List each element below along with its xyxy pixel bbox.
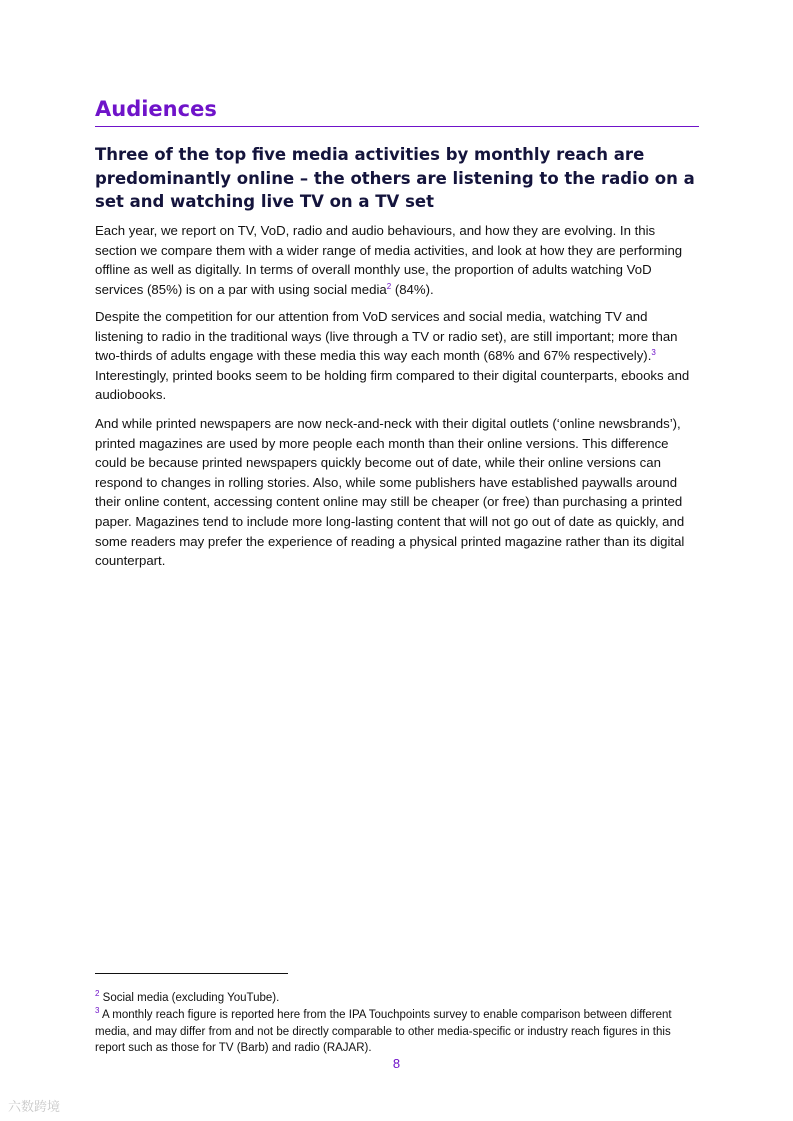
paragraph-text: Each year, we report on TV, VoD, radio and audio behaviours, and how they are evolving. In this section we compare them with a wider range of media activities, and look at how they are performing offline as well as digitally. In terms of overall monthly use, the proportion of adults watching VoD services (85%) is on a par with using social media xyxy=(95,223,683,297)
footnote-text: A monthly reach figure is reported here from the IPA Touchpoints survey to enable comparison between different media, and may differ from and not be directly comparable to other media-specific or industry reach figures in this report such as those for TV (Barb) and radio (RAJAR). xyxy=(95,1009,672,1055)
page-number: 8 xyxy=(392,1056,401,1071)
footnote-text: Social media (excluding YouTube). xyxy=(99,992,280,1004)
body-paragraph-3: And while printed newspapers are now neck-and-neck with their digital outlets (‘online newsbrands’), printed magazines are used by more people each month than their online versions. This difference could be because printed newspapers quickly become out of date, while their online versions can respond to changes in rolling stories. Also, while some publishers have established paywalls around their online content, accessing content online may still be cheaper (or free) than purchasing a printed paper. Magazines tend to include more long-lasting content that will not go out of date as quickly, and some readers may prefer the experience of reading a physical printed magazine rather than its digital counterpart. xyxy=(95,416,685,569)
footnote-3 xyxy=(95,1007,699,1057)
footnote-ref-2[interactable]: 2 xyxy=(386,281,392,291)
body-paragraph-1 xyxy=(95,221,699,299)
paragraph-text: Despite the competition for our attention from VoD services and social media, watching TV and listening to radio in the traditional ways (live through a TV or radio set), are still important; more than two-thirds of adults engage with these media this way each month (68% and 67% respectively). xyxy=(95,309,678,364)
subheading: Three of the top five media activities by monthly reach are predominantly online – the others are listening to the radio on a set and watching live TV on a TV set xyxy=(95,145,695,211)
section-title: Audiences xyxy=(95,97,217,121)
footnote-separator xyxy=(95,973,288,974)
watermark-logo: 六数跨境 xyxy=(8,1099,61,1114)
footnote-number: 2 xyxy=(95,989,100,998)
section-title-rule xyxy=(95,126,699,127)
body-paragraph-2 xyxy=(95,307,699,405)
paragraph-text: Interestingly, printed books seem to be holding firm compared to their digital counterparts, ebooks and audiobooks. xyxy=(95,367,690,403)
footnote-number: 3 xyxy=(95,1006,100,1015)
paragraph-text: (84%). xyxy=(391,281,434,297)
footnote-ref-3[interactable]: 3 xyxy=(651,348,656,358)
footnote-2 xyxy=(95,990,699,1007)
